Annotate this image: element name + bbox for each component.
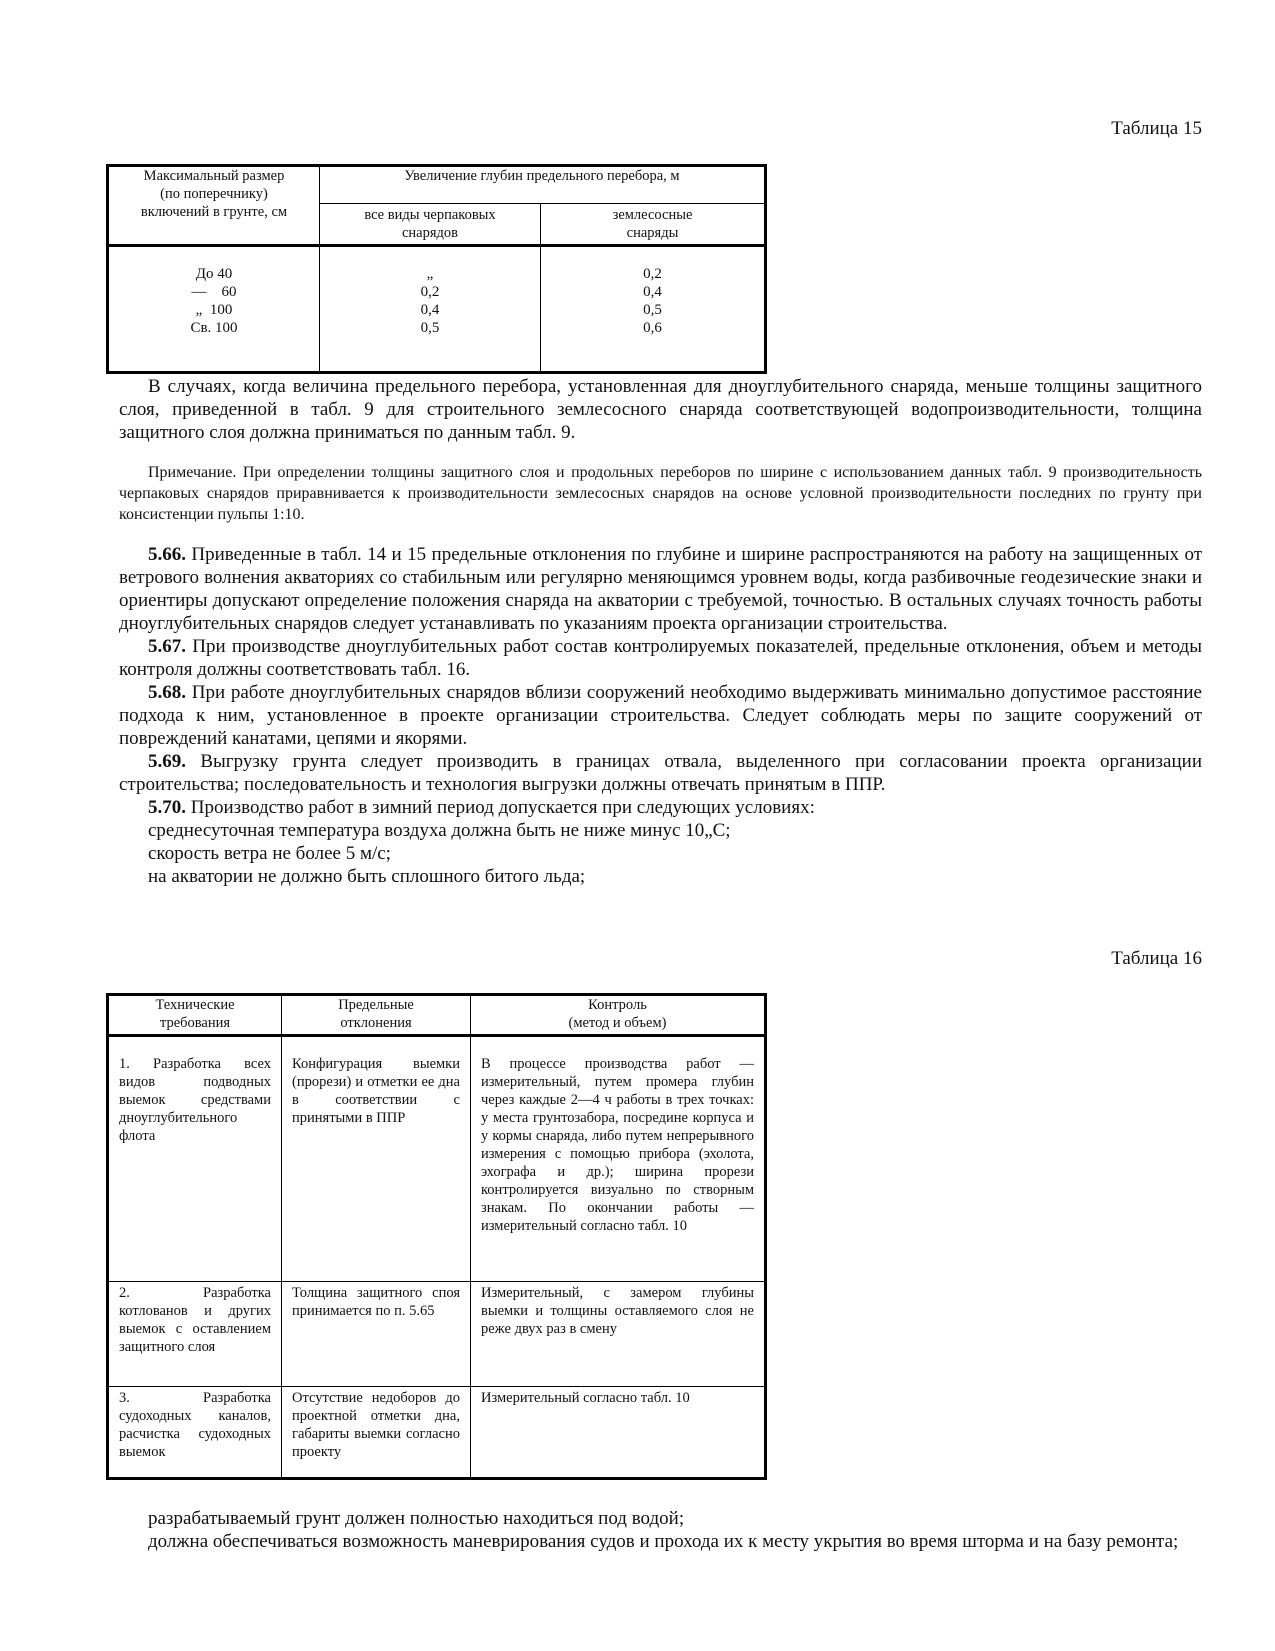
table-16-caption: Таблица 16: [1111, 948, 1202, 969]
winter-condition-ice: на акватории не должно быть сплошного битого льда;: [148, 866, 586, 887]
table-16-dev-3: Отсутствие недоборов до проектной отметки дна, габариты выемки согласно проекту: [282, 1387, 471, 1479]
table-15-header-bucket: все виды черпаковых снарядов: [320, 204, 541, 246]
clause-5-70: 5.70. Производство работ в зимний период допускается при следующих условиях:: [148, 797, 815, 818]
table-16-ctrl-3: Измерительный согласно табл. 10: [471, 1387, 766, 1479]
table-15-col-suction: 0,2 0,4 0,5 0,6: [541, 246, 766, 373]
paragraph-protective-layer: В случаях, когда величина предельного перебора, установленная для дноуглубительного снаряда, меньше толщины защитного слоя, приведенной в табл. 9 для строительного землесосного снаряда соответствующей водопроизводительности, толщина защитного слоя должна приниматься по данным табл. 9.: [119, 376, 1202, 443]
table-16-ctrl-2: Измерительный, с замером глубины выемки и толщины оставляемого слоя не реже двух раз в смену: [471, 1282, 766, 1387]
main-text: [119, 375, 1202, 888]
table-16-header-requirements: Технические требования: [108, 995, 282, 1036]
table-row: [108, 1387, 766, 1479]
clause-5-69: 5.69. Выгрузку грунта следует производить в границах отвала, выделенного при согласовании проекта организации строительства; последовательность и технология выгрузки должны отвечать принятым в ППР.: [119, 751, 1202, 795]
winter-condition-wind: скорость ветра не более 5 м/с;: [148, 843, 391, 864]
winter-condition-maneuvering: должна обеспечиваться возможность маневрирования судов и прохода их к месту укрытия во время шторма и на базу ремонта;: [148, 1531, 1179, 1552]
winter-condition-temperature: среднесуточная температура воздуха должна быть не ниже минус 10„С;: [148, 820, 731, 841]
clause-5-67: 5.67. При производстве дноуглубительных работ состав контролируемых показателей, предельные отклонения, объем и методы контроля должны соответствовать табл. 16.: [119, 636, 1202, 680]
table-15-col-bucket: „ 0,2 0,4 0,5: [320, 246, 541, 373]
table-15: [106, 164, 767, 374]
table-row: [108, 1282, 766, 1387]
table-16-req-3: 3. Разработка судоходных каналов, расчистка судоходных выемок: [108, 1387, 282, 1479]
table-16-ctrl-1: В процессе производства работ — измерительный, путем промера глубин через каждые 2—4 ч работы в трех точках: у места грунтозабора, посредине корпуса и у кормы снаряда, либо путем непрерывного измерения с помощью прибора (эхолота, эхографа и др.); ширина прорези контролируется визуально по створным знакам. По окончании работы — измерительный согласно табл. 10: [471, 1036, 766, 1282]
table-16-req-2: 2. Разработка котлованов и других выемок с оставлением защитного слоя: [108, 1282, 282, 1387]
table-16-header-deviations: Предельные отклонения: [282, 995, 471, 1036]
table-row: [108, 1036, 766, 1282]
table-16-req-1: 1. Разработка всех видов подводных выемок средствами дноуглубительного флота: [108, 1036, 282, 1282]
table-15-header-size: Максимальный размер (по поперечнику) включений в грунте, см: [108, 166, 320, 246]
table-15-col-size: До 40 — 60 „ 100 Св. 100: [108, 246, 320, 373]
clause-5-68: 5.68. При работе дноуглубительных снарядов вблизи сооружений необходимо выдерживать минимально допустимое расстояние подхода к ним, установленное в проекте организации строительства. Следует соблюдать меры по защите сооружений от повреждений канатами, цепями и якорями.: [119, 682, 1202, 749]
table-16-header-control: Контроль (метод и объем): [471, 995, 766, 1036]
note-paragraph: Примечание. При определении толщины защитного слоя и продольных переборов по ширине с использованием данных табл. 9 производительность черпаковых снарядов приравнивается к производительности землесосных снарядов на основе условной производительности последних по грунту при консистенции пульпы 1:10.: [119, 464, 1202, 523]
table-15-header-suction: землесосные снаряды: [541, 204, 766, 246]
clause-5-66: 5.66. Приведенные в табл. 14 и 15 предельные отклонения по глубине и ширине распространяются на работу на защищенных от ветрового волнения акваториях со стабильным или регулярно меняющимся уровнем воды, когда разбивочные геодезические знаки и ориентиры допускают определение положения снаряда на акватории с требуемой, точностью. В остальных случаях точность работы дноуглубительных снарядов следует устанавливать по указаниям проекта организации строительства.: [119, 544, 1202, 634]
table-15-header-group: Увеличение глубин предельного перебора, м: [320, 166, 766, 204]
winter-condition-underwater: разрабатываемый грунт должен полностью находиться под водой;: [148, 1508, 685, 1529]
bottom-text: [119, 1507, 1202, 1553]
table-16: [106, 993, 767, 1480]
table-15-caption: Таблица 15: [1111, 118, 1202, 139]
table-16-dev-2: Толщина защитного споя принимается по п. 5.65: [282, 1282, 471, 1387]
table-16-dev-1: Конфигурация выемки (прорези) и отметки ее дна в соответствии с принятыми в ППР: [282, 1036, 471, 1282]
